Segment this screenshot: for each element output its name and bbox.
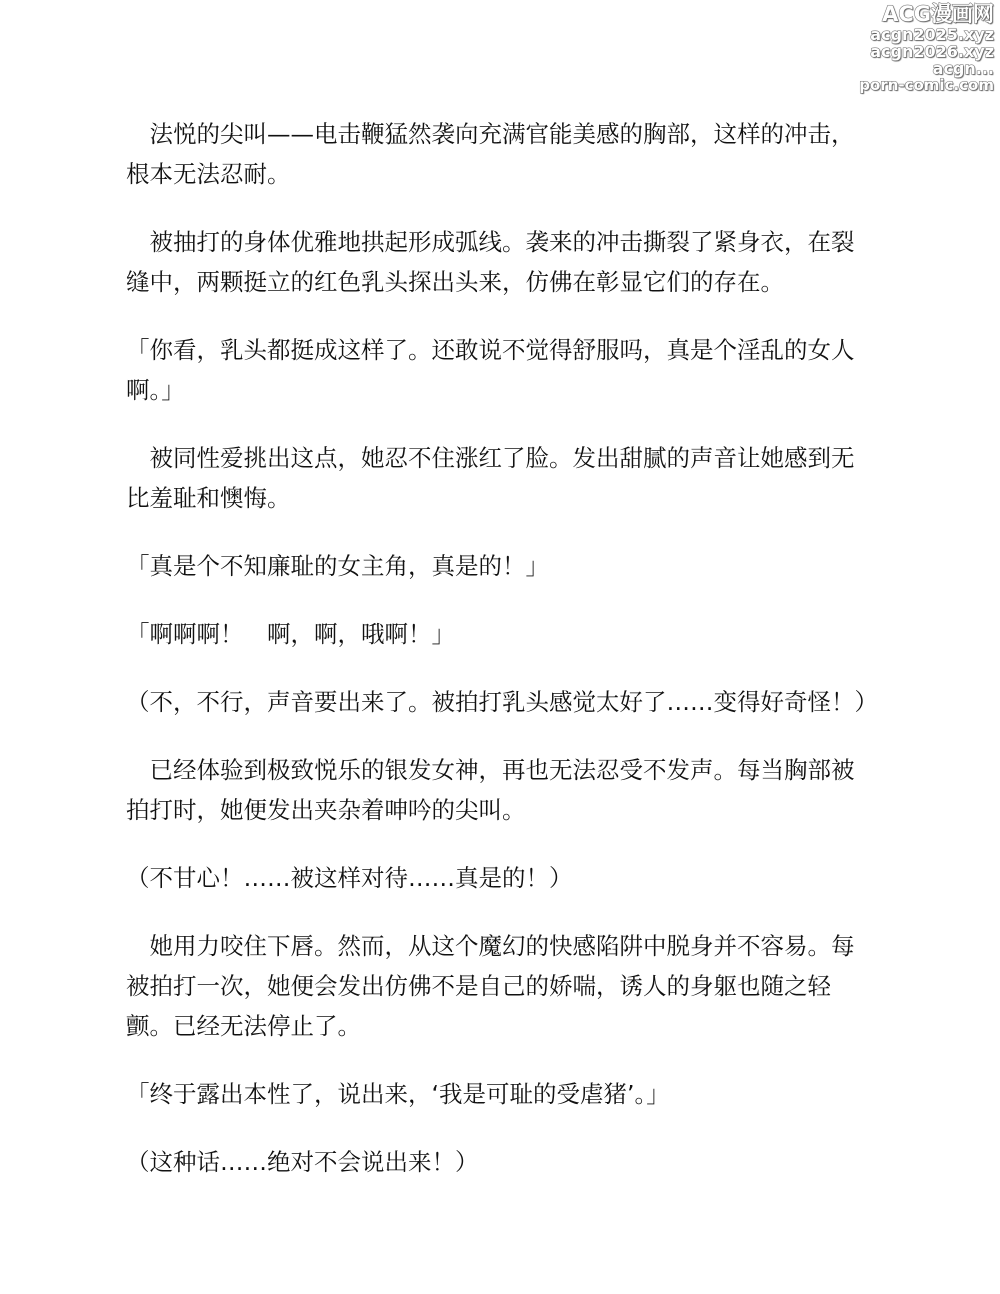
paragraph-4: 已经体验到极致悦乐的银发女神，再也无法忍受不发声。每当胸部被拍打时，她便发出夹杂着呻吟的尖叫。 [126, 756, 855, 824]
dialogue-line-2: 「真是个不知廉耻的女主角，真是的！」 [126, 552, 549, 580]
watermark-domain-3: acgn... [932, 59, 994, 78]
site-watermark [859, 2, 994, 94]
watermark-domain-4: porn-comic.com [859, 76, 994, 94]
inner-thought-3: （这种话……绝对不会说出来！） [126, 1148, 479, 1176]
dialogue-line-3: 「啊啊啊！ 啊，啊，哦啊！」 [126, 620, 455, 648]
watermark-domain-2: acgn2026.xyz [870, 42, 994, 61]
paragraph-1: 法悦的尖叫——电击鞭猛然袭向充满官能美感的胸部，这样的冲击，根本无法忍耐。 [126, 120, 855, 188]
paragraph-5: 她用力咬住下唇。然而，从这个魔幻的快感陷阱中脱身并不容易。每被拍打一次，她便会发出仿佛不是自己的娇喘，诱人的身躯也随之轻颤。已经无法停止了。 [126, 932, 855, 1040]
watermark-domain-1: acgn2025.xyz [870, 25, 994, 44]
watermark-site-name: ACG漫画网 [882, 2, 994, 26]
dialogue-line-1: 「你看，乳头都挺成这样了。还敢说不觉得舒服吗，真是个淫乱的女人啊。」 [126, 336, 855, 404]
story-text-page [126, 114, 878, 1210]
inner-thought-1: （不，不行，声音要出来了。被拍打乳头感觉太好了……变得好奇怪！） [126, 688, 878, 716]
paragraph-2: 被抽打的身体优雅地拱起形成弧线。袭来的冲击撕裂了紧身衣，在裂缝中，两颗挺立的红色乳头探出头来，仿佛在彰显它们的存在。 [126, 228, 855, 296]
inner-thought-2: （不甘心！……被这样对待……真是的！） [126, 864, 573, 892]
paragraph-3: 被同性爱挑出这点，她忍不住涨红了脸。发出甜腻的声音让她感到无比羞耻和懊悔。 [126, 444, 855, 512]
dialogue-line-4: 「终于露出本性了，说出来，‘我是可耻的受虐猪’。」 [126, 1080, 670, 1108]
